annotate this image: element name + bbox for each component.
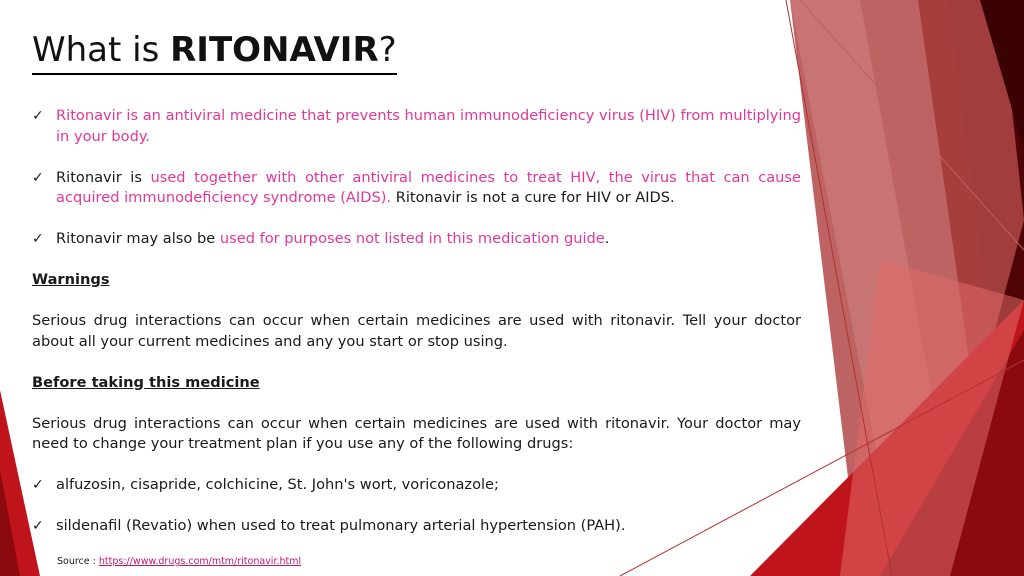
bullet-item xyxy=(32,106,801,147)
bullet-tail: Ritonavir is not a cure for HIV or AIDS. xyxy=(391,189,675,206)
source-citation xyxy=(57,556,301,568)
before-taking-text: Serious drug interactions can occur when certain medicines are used with ritonavir. Your doctor may need to change your treatment plan if you use any of the following drugs: xyxy=(32,414,801,452)
page-title xyxy=(32,27,397,75)
check-icon: ✓ xyxy=(32,518,44,534)
source-label: Source : xyxy=(57,556,99,567)
bullet-lead: Ritonavir is xyxy=(56,168,151,186)
main-content xyxy=(32,106,801,537)
check-icon: ✓ xyxy=(32,231,44,247)
bullet-tail: . xyxy=(604,230,610,247)
check-icon: ✓ xyxy=(32,169,44,186)
drug-list-item xyxy=(32,516,801,537)
bullet-text: Ritonavir is an antiviral medicine that prevents human immunodeficiency virus (HIV) from multiplying in your body. xyxy=(56,107,801,145)
warnings-heading: Warnings xyxy=(32,271,110,288)
source-link[interactable]: https://www.drugs.com/mtm/ritonavir.html xyxy=(98,556,302,567)
bullet-item xyxy=(32,229,801,250)
bullet-highlight: used for purposes not listed in this medication guide xyxy=(219,230,605,247)
title-drug-name: RITONAVIR xyxy=(170,29,379,70)
title-prefix: What is xyxy=(32,29,171,70)
bullet-item xyxy=(32,168,801,209)
before-taking-heading: Before taking this medicine xyxy=(32,373,260,391)
bullet-lead: Ritonavir may also be xyxy=(56,230,220,247)
check-icon: ✓ xyxy=(32,108,44,124)
bullet-highlight: used together with other antiviral medicines to treat HIV, the virus that can cause acquired immunodeficiency syndrome (AIDS). xyxy=(56,168,802,206)
drug-list-item xyxy=(32,475,801,496)
title-suffix: ? xyxy=(378,29,397,70)
drug-list-text: alfuzosin, cisapride, colchicine, St. John's wort, voriconazole; xyxy=(56,476,499,493)
check-icon: ✓ xyxy=(32,477,44,493)
warnings-text: Serious drug interactions can occur when certain medicines are used with ritonavir. Tell your doctor about all your current medicines and any you start or stop using. xyxy=(32,312,801,350)
drug-list-text: sildenafil (Revatio) when used to treat pulmonary arterial hypertension (PAH). xyxy=(56,517,626,534)
